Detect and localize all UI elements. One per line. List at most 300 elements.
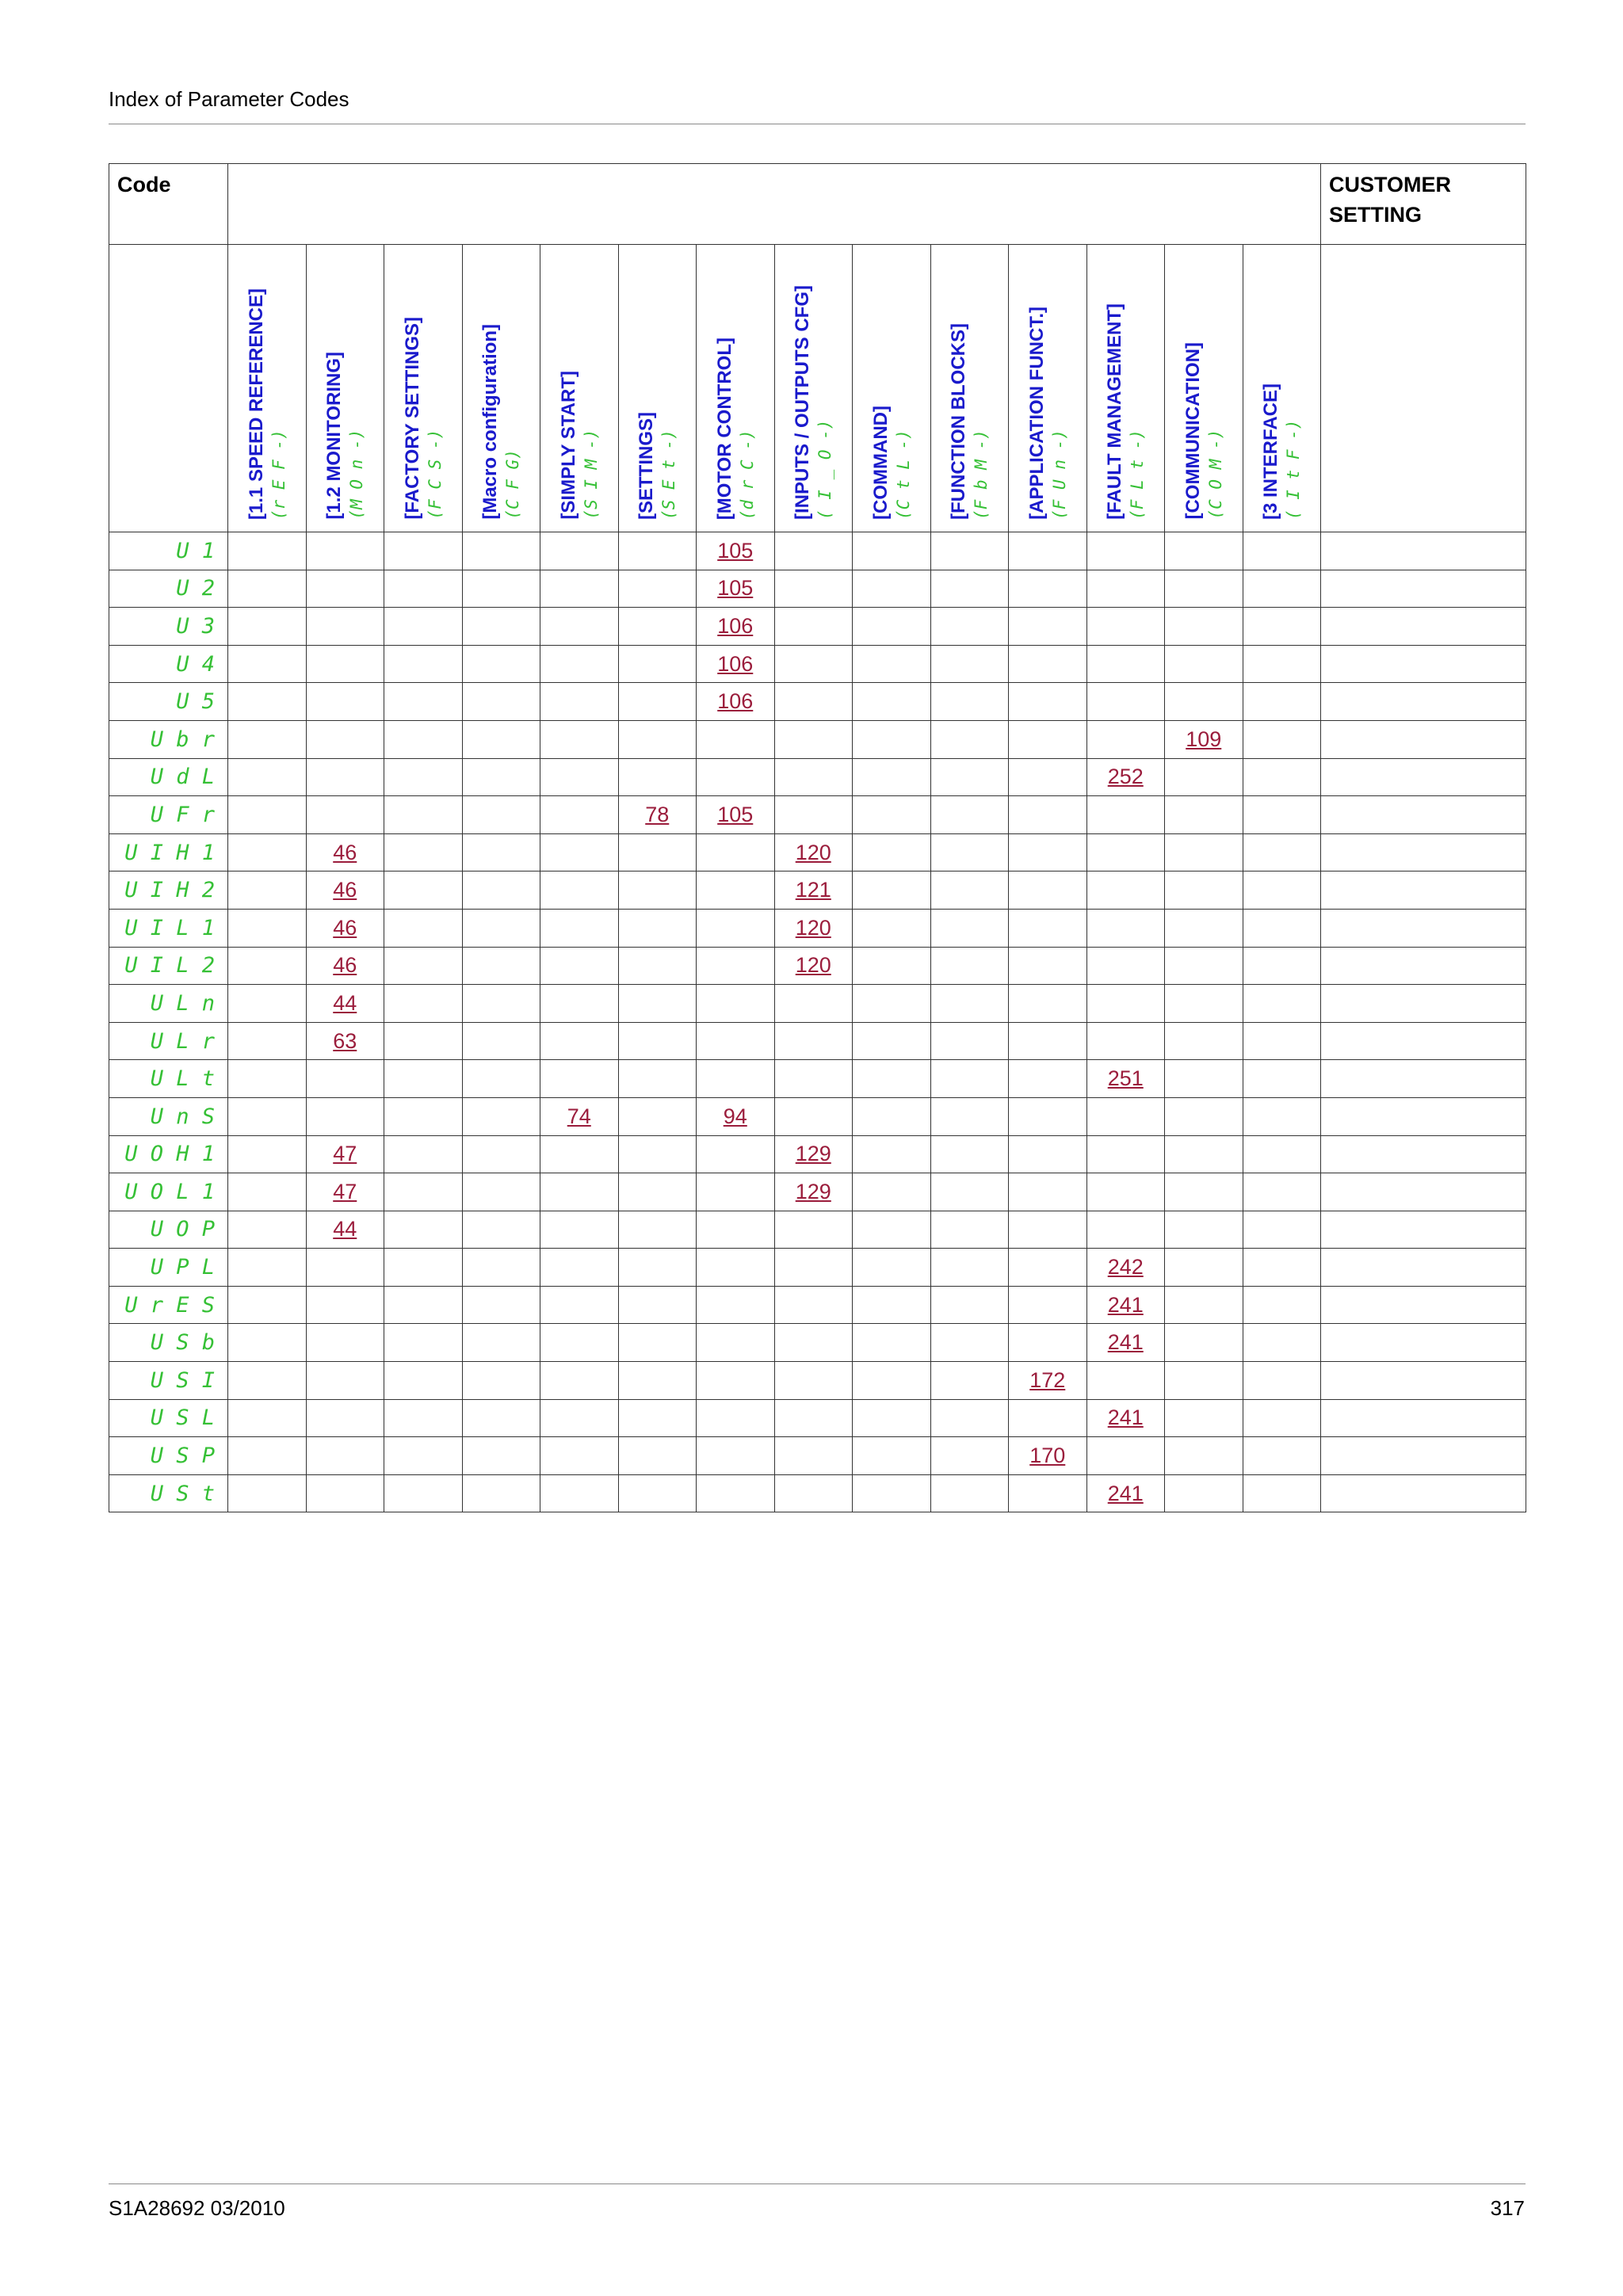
table-cell (384, 1173, 463, 1211)
table-cell (306, 532, 384, 570)
customer-setting-cell[interactable] (1321, 1249, 1526, 1287)
column-header-label (791, 285, 835, 520)
parameter-code: U n S (109, 1097, 228, 1135)
customer-setting-cell[interactable] (1321, 985, 1526, 1023)
table-cell (462, 1474, 540, 1512)
table-cell (1086, 1211, 1165, 1249)
page-link[interactable]: 44 (333, 1217, 357, 1241)
menu-title: [FUNCTION BLOCKS] (948, 323, 970, 520)
menu-title: [Macro configuration] (479, 324, 502, 520)
table-cell (540, 833, 619, 871)
menu-title: [APPLICATION FUNCT.] (1025, 307, 1048, 520)
table-cell (697, 570, 775, 608)
table-cell (1165, 1474, 1243, 1512)
table-cell (930, 570, 1009, 608)
menu-code: (C O M -) (1205, 429, 1225, 520)
table-cell (462, 1022, 540, 1060)
table-cell (540, 570, 619, 608)
customer-setting-cell[interactable] (1321, 532, 1526, 570)
table-cell (1086, 1060, 1165, 1098)
table-cell (384, 796, 463, 834)
table-cell (540, 1437, 619, 1475)
table-cell (1009, 1060, 1087, 1098)
menu-code: (F C S -) (425, 429, 445, 520)
table-cell (697, 645, 775, 683)
table-cell (774, 608, 853, 646)
table-cell (1086, 1399, 1165, 1437)
table-cell (306, 1211, 384, 1249)
table-cell (618, 1399, 697, 1437)
column-header-label (479, 324, 523, 520)
table-cell (853, 1286, 931, 1324)
parameter-code: U 2 (109, 570, 228, 608)
customer-setting-cell[interactable] (1321, 1399, 1526, 1437)
table-cell (1243, 1022, 1321, 1060)
table-cell (618, 833, 697, 871)
table-cell (618, 947, 697, 985)
table-cell (853, 1173, 931, 1211)
table-row (109, 1399, 1526, 1437)
table-cell (697, 1211, 775, 1249)
customer-setting-cell[interactable] (1321, 796, 1526, 834)
table-cell (1243, 871, 1321, 910)
table-cell (697, 1362, 775, 1400)
table-cell (540, 1211, 619, 1249)
page-link[interactable]: 251 (1107, 1066, 1144, 1091)
parameter-code: U L n (109, 985, 228, 1023)
table-cell (228, 1474, 307, 1512)
customer-setting-cell[interactable] (1321, 570, 1526, 608)
table-cell (774, 1060, 853, 1098)
table-cell (540, 871, 619, 910)
parameter-code: U S P (109, 1437, 228, 1475)
table-row (109, 683, 1526, 721)
page-link[interactable]: 106 (717, 689, 754, 714)
table-cell (306, 758, 384, 796)
table-cell (853, 1022, 931, 1060)
table-cell (306, 1097, 384, 1135)
table-cell (1009, 1324, 1087, 1362)
table-cell (228, 1135, 307, 1173)
table-cell (930, 1437, 1009, 1475)
table-cell (930, 947, 1009, 985)
page-link[interactable]: 109 (1186, 727, 1222, 751)
table-cell (462, 1097, 540, 1135)
table-cell (853, 833, 931, 871)
customer-setting-cell[interactable] (1321, 1286, 1526, 1324)
table-cell (1243, 570, 1321, 608)
table-cell (306, 871, 384, 910)
parameter-code: U I H 1 (109, 833, 228, 871)
table-cell (618, 1324, 697, 1362)
table-cell (853, 871, 931, 910)
column-header-label (557, 371, 601, 520)
table-cell (1086, 1474, 1165, 1512)
table-row (109, 947, 1526, 985)
table-cell (1086, 1286, 1165, 1324)
page-link[interactable]: 172 (1029, 1367, 1066, 1392)
page-link[interactable]: 46 (333, 953, 357, 978)
table-cell (306, 985, 384, 1023)
table-cell (774, 1474, 853, 1512)
code-header: Code (109, 164, 228, 245)
table-cell (306, 796, 384, 834)
customer-setting-cell[interactable] (1321, 720, 1526, 758)
table-row (109, 796, 1526, 834)
table-cell (540, 683, 619, 721)
table-cell (1009, 683, 1087, 721)
table-header-row (109, 164, 1526, 245)
table-cell (306, 1324, 384, 1362)
footer-rule (109, 2183, 1526, 2184)
customer-setting-cell[interactable] (1321, 1173, 1526, 1211)
table-cell (1243, 758, 1321, 796)
page-link[interactable]: 46 (333, 915, 357, 940)
page-link[interactable]: 106 (717, 613, 754, 638)
table-cell (697, 985, 775, 1023)
table-cell (384, 1022, 463, 1060)
table-row (109, 1022, 1526, 1060)
table-cell (306, 570, 384, 608)
table-cell (540, 608, 619, 646)
table-cell (1086, 947, 1165, 985)
page-link[interactable]: 129 (795, 1142, 831, 1166)
table-cell (1086, 683, 1165, 721)
table-cell (618, 796, 697, 834)
table-cell (774, 1022, 853, 1060)
parameter-code: U L t (109, 1060, 228, 1098)
table-cell (228, 1097, 307, 1135)
table-cell (1086, 1135, 1165, 1173)
column-header-6 (618, 245, 697, 532)
table-cell (618, 720, 697, 758)
customer-setting-cell[interactable] (1321, 947, 1526, 985)
column-header-label (1259, 383, 1304, 520)
page-link[interactable]: 44 (333, 990, 357, 1015)
table-cell (1009, 1474, 1087, 1512)
table-cell (618, 1173, 697, 1211)
table-cell (697, 1022, 775, 1060)
menu-title: [1.2 MONITORING] (323, 352, 346, 520)
table-row (109, 833, 1526, 871)
parameter-code: U S b (109, 1324, 228, 1362)
table-cell (462, 608, 540, 646)
table-cell (228, 1022, 307, 1060)
table-cell (1165, 1097, 1243, 1135)
page-link[interactable]: 46 (333, 878, 357, 902)
customer-setting-cell[interactable] (1321, 608, 1526, 646)
menu-title: [MOTOR CONTROL] (713, 337, 735, 520)
page-link[interactable]: 106 (717, 651, 754, 676)
table-cell (853, 1060, 931, 1098)
customer-setting-cell[interactable] (1321, 1097, 1526, 1135)
table-cell (1165, 1362, 1243, 1400)
table-cell (618, 1286, 697, 1324)
table-cell (306, 1399, 384, 1437)
table-cell (462, 1362, 540, 1400)
table-cell (774, 1173, 853, 1211)
customer-setting-cell[interactable] (1321, 1437, 1526, 1475)
parameter-code: U d L (109, 758, 228, 796)
table-cell (540, 1173, 619, 1211)
table-cell (1165, 1173, 1243, 1211)
table-cell (1009, 1211, 1087, 1249)
table-cell (930, 1324, 1009, 1362)
column-header-label (323, 352, 367, 520)
customer-setting-cell[interactable] (1321, 1474, 1526, 1512)
table-cell (540, 720, 619, 758)
table-cell (1243, 909, 1321, 947)
document-reference: S1A28692 03/2010 (109, 2196, 285, 2220)
table-cell (228, 1249, 307, 1287)
table-cell (1009, 1399, 1087, 1437)
table-cell (697, 1060, 775, 1098)
table-cell (1243, 1286, 1321, 1324)
page-link[interactable]: 47 (333, 1142, 357, 1166)
table-cell (1243, 1474, 1321, 1512)
table-cell (618, 1362, 697, 1400)
table-cell (853, 947, 931, 985)
table-cell (540, 1097, 619, 1135)
table-cell (853, 985, 931, 1023)
menu-column-header-row (109, 245, 1526, 532)
table-cell (774, 1286, 853, 1324)
table-cell (306, 645, 384, 683)
table-cell (1086, 871, 1165, 910)
table-cell (540, 532, 619, 570)
table-cell (774, 532, 853, 570)
page-header: Index of Parameter Codes (109, 87, 349, 111)
page-link[interactable]: 63 (333, 1028, 357, 1053)
table-cell (618, 1060, 697, 1098)
parameter-code: U I L 2 (109, 947, 228, 985)
table-cell (1165, 1437, 1243, 1475)
menu-title: [COMMAND] (869, 406, 892, 520)
parameter-code: U b r (109, 720, 228, 758)
customer-setting-cell[interactable] (1321, 1324, 1526, 1362)
customer-setting-cell[interactable] (1321, 1060, 1526, 1098)
table-cell (540, 1286, 619, 1324)
column-header-label (1182, 342, 1226, 520)
table-cell (384, 1135, 463, 1173)
table-cell (697, 720, 775, 758)
customer-setting-cell[interactable] (1321, 758, 1526, 796)
table-cell (1165, 1286, 1243, 1324)
table-cell (384, 1362, 463, 1400)
table-cell (853, 909, 931, 947)
page-link[interactable]: 121 (795, 878, 831, 902)
table-cell (697, 1173, 775, 1211)
table-row (109, 985, 1526, 1023)
table-cell (384, 1286, 463, 1324)
page-link[interactable]: 241 (1107, 1405, 1144, 1430)
parameter-code: U 4 (109, 645, 228, 683)
table-row (109, 608, 1526, 646)
customer-setting-cell[interactable] (1321, 1211, 1526, 1249)
menu-code: (r E F -) (269, 429, 288, 520)
table-cell (774, 1437, 853, 1475)
table-cell (306, 1437, 384, 1475)
customer-setting-cell[interactable] (1321, 1135, 1526, 1173)
page-link[interactable]: 242 (1107, 1255, 1144, 1280)
column-header-10 (930, 245, 1009, 532)
page-link[interactable]: 78 (645, 802, 670, 826)
column-header-8 (774, 245, 853, 532)
table-cell (462, 683, 540, 721)
table-cell (1086, 758, 1165, 796)
parameter-code: U L r (109, 1022, 228, 1060)
page-link[interactable]: 105 (717, 802, 754, 826)
table-cell (462, 645, 540, 683)
page-link[interactable]: 74 (567, 1104, 591, 1128)
table-cell (930, 532, 1009, 570)
table-cell (1086, 1362, 1165, 1400)
table-cell (697, 532, 775, 570)
page-link[interactable]: 105 (717, 538, 754, 563)
table-cell (462, 532, 540, 570)
table-cell (306, 1249, 384, 1287)
table-cell (384, 683, 463, 721)
table-cell (930, 1362, 1009, 1400)
table-cell (1165, 796, 1243, 834)
table-cell (540, 1474, 619, 1512)
page-link[interactable]: 105 (717, 576, 754, 601)
table-cell (384, 1249, 463, 1287)
table-cell (228, 1286, 307, 1324)
table-cell (697, 608, 775, 646)
table-cell (774, 1399, 853, 1437)
table-cell (697, 909, 775, 947)
menu-title: [SETTINGS] (636, 412, 658, 520)
page-link[interactable]: 252 (1107, 765, 1144, 789)
table-cell (462, 909, 540, 947)
customer-setting-cell[interactable] (1321, 683, 1526, 721)
menu-code: (F U n -) (1049, 429, 1069, 520)
customer-setting-cell[interactable] (1321, 833, 1526, 871)
table-cell (697, 683, 775, 721)
table-cell (384, 1097, 463, 1135)
table-cell (853, 608, 931, 646)
table-cell (618, 758, 697, 796)
page-link[interactable]: 241 (1107, 1481, 1144, 1505)
table-cell (1165, 1211, 1243, 1249)
table-cell (384, 833, 463, 871)
table-cell (1243, 1249, 1321, 1287)
page-link[interactable]: 47 (333, 1179, 357, 1203)
column-header-12 (1086, 245, 1165, 532)
table-row (109, 1097, 1526, 1135)
parameter-code: U S I (109, 1362, 228, 1400)
page-link[interactable]: 129 (795, 1179, 831, 1203)
table-cell (930, 1211, 1009, 1249)
table-cell (540, 1249, 619, 1287)
menu-code: (F b M -) (972, 429, 991, 520)
table-cell (384, 1474, 463, 1512)
table-cell (306, 1022, 384, 1060)
table-cell (1165, 720, 1243, 758)
table-cell (1009, 833, 1087, 871)
table-cell (1165, 1249, 1243, 1287)
table-cell (462, 985, 540, 1023)
table-cell (540, 645, 619, 683)
table-cell (306, 1474, 384, 1512)
table-cell (306, 1286, 384, 1324)
table-cell (1086, 1324, 1165, 1362)
column-header-label (1103, 303, 1148, 520)
table-cell (853, 1211, 931, 1249)
table-cell (540, 796, 619, 834)
column-header-label (947, 323, 991, 520)
page-link[interactable]: 46 (333, 840, 357, 864)
page-link[interactable]: 94 (723, 1104, 747, 1128)
column-header-1 (228, 245, 307, 532)
customer-setting-cell[interactable] (1321, 1362, 1526, 1400)
table-cell (618, 1022, 697, 1060)
column-header-2 (306, 245, 384, 532)
table-cell (306, 683, 384, 721)
column-header-4 (462, 245, 540, 532)
menu-code: (S I M -) (581, 429, 601, 520)
table-cell (228, 608, 307, 646)
page-link[interactable]: 241 (1107, 1330, 1144, 1355)
parameter-code: U 1 (109, 532, 228, 570)
table-cell (462, 1286, 540, 1324)
table-cell (697, 1437, 775, 1475)
table-row (109, 1060, 1526, 1098)
table-cell (1243, 1173, 1321, 1211)
table-cell (1009, 1249, 1087, 1287)
customer-setting-cell[interactable] (1321, 645, 1526, 683)
table-row (109, 1286, 1526, 1324)
table-cell (774, 720, 853, 758)
table-cell (697, 871, 775, 910)
customer-setting-spacer (1321, 245, 1526, 532)
table-cell (384, 871, 463, 910)
page-link[interactable]: 170 (1029, 1444, 1066, 1468)
customer-setting-cell[interactable] (1321, 1022, 1526, 1060)
table-cell (1165, 532, 1243, 570)
table-cell (1086, 532, 1165, 570)
code-header-spacer (109, 245, 228, 532)
table-cell (1086, 1249, 1165, 1287)
table-cell (697, 1399, 775, 1437)
table-cell (618, 608, 697, 646)
table-cell (774, 871, 853, 910)
table-cell (1243, 985, 1321, 1023)
customer-setting-cell[interactable] (1321, 871, 1526, 910)
page-link[interactable]: 241 (1107, 1292, 1144, 1317)
table-cell (930, 1249, 1009, 1287)
page-link[interactable]: 120 (795, 915, 831, 940)
page-link[interactable]: 120 (795, 840, 831, 864)
page-link[interactable]: 120 (795, 953, 831, 978)
customer-setting-cell[interactable] (1321, 909, 1526, 947)
table-cell (384, 1324, 463, 1362)
table-cell (228, 1173, 307, 1211)
table-row (109, 1173, 1526, 1211)
column-header-label (1025, 307, 1070, 520)
table-cell (384, 645, 463, 683)
table-cell (462, 1324, 540, 1362)
table-cell (1009, 532, 1087, 570)
table-cell (618, 645, 697, 683)
table-cell (930, 758, 1009, 796)
parameter-code: U S L (109, 1399, 228, 1437)
table-cell (774, 1211, 853, 1249)
table-cell (930, 645, 1009, 683)
parameter-code: U S t (109, 1474, 228, 1512)
table-cell (1086, 1097, 1165, 1135)
